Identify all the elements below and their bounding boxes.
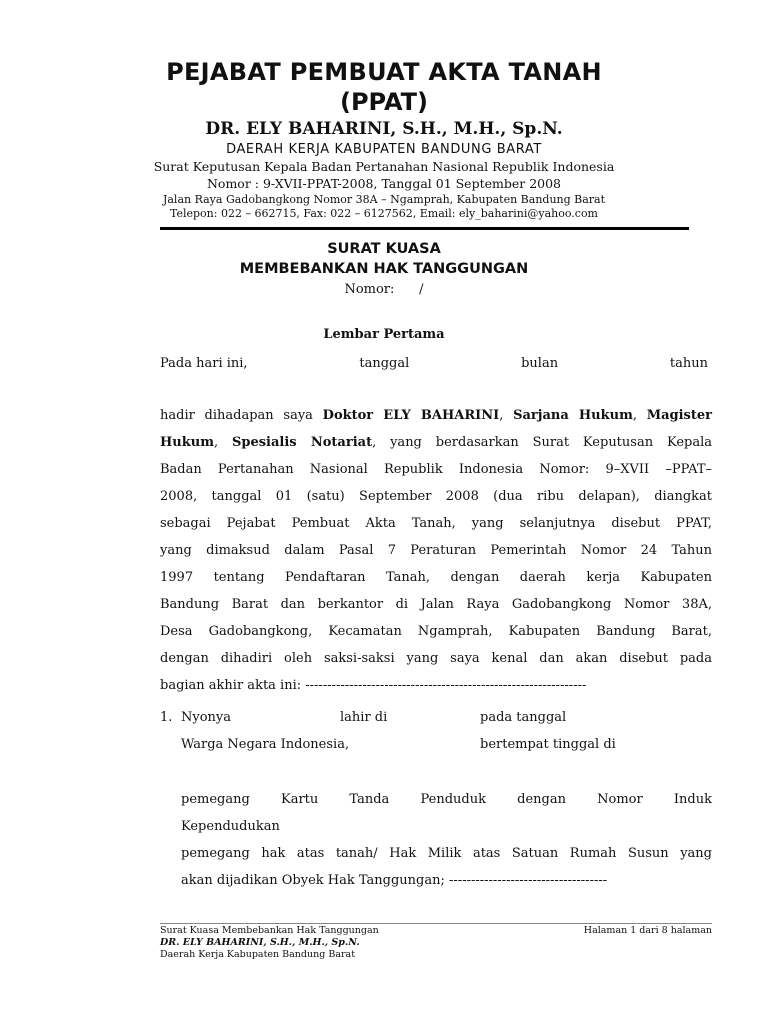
footer-region: Daerah Kerja Kabupaten Bandung Barat [160, 949, 356, 960]
holder-line: pemegang Kartu Tanda Penduduk dengan Nomor Induk [181, 792, 712, 807]
footer-doc-name: Surat Kuasa Membebankan Hak Tanggungan [160, 925, 379, 936]
party-row [160, 704, 712, 731]
birthdate-label: pada tanggal [480, 710, 567, 725]
holder-line: akan dijadikan Obyek Hak Tanggungan; ------------------------------------ [181, 873, 608, 888]
footer-divider [160, 923, 712, 924]
decree-number: Nomor : 9-XVII-PPAT-2008, Tanggal 01 September 2008 [206, 176, 562, 191]
document-number: Nomor: / [344, 282, 424, 297]
footer-official: DR. ELY BAHARINI, S.H., M.H., Sp.N. [160, 937, 360, 948]
degree-sh: Sarjana Hukum [513, 408, 633, 423]
paragraph-line: dengan dihadiri oleh saksi-saksi yang saya kenal dan akan disebut pada [160, 651, 712, 666]
page-footer [160, 925, 712, 961]
holder-line: pemegang hak atas tanah/ Hak Milik atas Satuan Rumah Susun yang [181, 846, 712, 861]
paragraph-line: bagian akhir akta ini: ---------------------------------------------------------------- [160, 678, 587, 693]
date-line [160, 350, 708, 377]
day-label: Pada hari ini, [160, 356, 248, 371]
notary-name: Doktor ELY BAHARINI [322, 408, 500, 423]
footer-page-info: Halaman 1 dari 8 halaman [583, 925, 712, 936]
residence-label: bertempat tinggal di [480, 737, 616, 752]
work-region: DAERAH KERJA KABUPATEN BANDUNG BARAT [226, 142, 542, 157]
org-title: PEJABAT PEMBUAT AKTA TANAH [166, 58, 602, 86]
paragraph-line: Desa Gadobangkong, Kecamatan Ngamprah, Kabupaten Bandung Barat, [160, 624, 712, 639]
paragraph-line: Bandung Barat dan berkantor di Jalan Raya Gadobangkong Nomor 38A, [160, 597, 712, 612]
paragraph-line: yang dimaksud dalam Pasal 7 Peraturan Pemerintah Nomor 24 Tahun [160, 543, 712, 558]
decree-title: Surat Keputusan Kepala Badan Pertanahan Nasional Republik Indonesia [153, 159, 615, 174]
document-title: SURAT KUASA [327, 241, 441, 257]
paragraph-line: sebagai Pejabat Pembuat Akta Tanah, yang selanjutnya disebut PPAT, [160, 516, 712, 531]
party-row [160, 731, 712, 758]
official-name: DR. ELY BAHARINI, S.H., M.H., Sp.N. [205, 119, 563, 139]
opening-paragraph [160, 402, 712, 699]
holder-block [181, 786, 712, 894]
paragraph-line: 2008, tanggal 01 (satu) September 2008 (dua ribu delapan), diangkat [160, 489, 712, 504]
header-divider [160, 227, 689, 230]
birthplace-label: lahir di [340, 710, 388, 725]
paragraph-line: hadir dihadapan saya Doktor ELY BAHARINI, Sarjana Hukum, Magister [160, 408, 712, 423]
party-title: Nyonya [181, 710, 232, 725]
degree-mh: Magister [646, 408, 712, 423]
contact-info: Telepon: 022 – 662715, Fax: 022 – 6127562, Email: ely_baharini@yahoo.com [169, 207, 598, 220]
party-item-1 [160, 704, 712, 758]
year-label: tahun [669, 356, 708, 371]
degree-spn: Spesialis Notariat [231, 435, 373, 450]
holder-line: Kependudukan [181, 819, 280, 834]
document-subtitle: MEMBEBANKAN HAK TANGGUNGAN [239, 261, 529, 277]
date-label: tanggal [359, 356, 410, 371]
org-abbreviation: (PPAT) [340, 88, 428, 116]
month-label: bulan [521, 356, 559, 371]
office-address: Jalan Raya Gadobangkong Nomor 38A – Ngamprah, Kabupaten Bandung Barat [162, 193, 606, 206]
item-number: 1. [160, 710, 173, 725]
sheet-label: Lembar Pertama [323, 327, 445, 342]
citizenship-label: Warga Negara Indonesia, [181, 737, 350, 752]
paragraph-line: 1997 tentang Pendaftaran Tanah, dengan daerah kerja Kabupaten [160, 570, 712, 585]
paragraph-line: Badan Pertanahan Nasional Republik Indonesia Nomor: 9–XVII –PPAT– [160, 462, 712, 477]
paragraph-line: Hukum, Spesialis Notariat, yang berdasarkan Surat Keputusan Kepala [160, 435, 712, 450]
